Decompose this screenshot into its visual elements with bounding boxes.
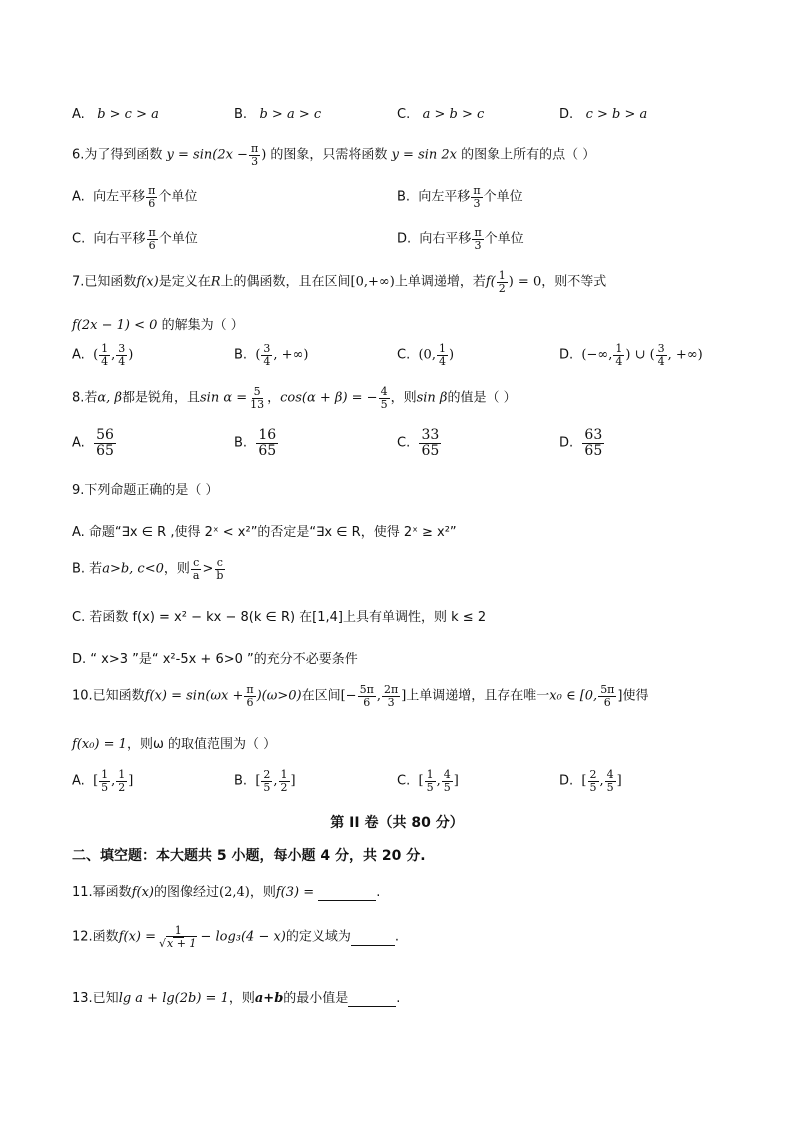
q7-option-a: A. ( $\frac{1}{4}$ , $\frac{3}{4}$ ) (72, 342, 134, 368)
q7-stem-line1: 7.已知函数f(x)是定义在R上的偶函数，且在区间[0,+∞)上单调递增，若f( $\frac{1}{2}$ ) = 0，则不等式 (72, 269, 607, 295)
q5-option-d: D. c > b > a (559, 107, 648, 122)
q7-stem-line2: f(2x − 1) < 0 的解集为（ ） (72, 318, 244, 333)
q6-stem: 6.为了得到函数 y = sin(2x − $\frac{\pi}{3}$ ) 的图象，只需将函数 y = sin 2x 的图象上所有的点（ ） (72, 142, 596, 168)
q6-fraction: $\frac{\pi}{3}$ (250, 142, 259, 168)
q10-option-d: D. [ $\frac{2}{5}$ , $\frac{4}{5}$ ] (559, 768, 622, 794)
q6-option-a: A. 向左平移 $\frac{\pi}{6}$ 个单位 (72, 184, 198, 210)
q10-stem-line2: f(x₀) = 1，则ω 的取值范围为（ ） (72, 737, 277, 752)
q8-stem: 8.若α, β都是锐角，且sin α = $\frac{5}{13}$ ，cos(α + β) = − $\frac{4}{5}$ ，则sin β的值是（ ） (72, 385, 517, 411)
q8-option-a: A. $\frac{56}{65}$ (72, 427, 114, 459)
q8-option-d: D. $\frac{63}{65}$ (559, 427, 603, 459)
q9-option-b: B. 若a>b, c<0，则 $\frac{c}{a}$ > $\frac{c}{b}$ (72, 556, 224, 582)
q9-stem: 9.下列命题正确的是（ ） (72, 483, 219, 498)
q8-option-c: C. $\frac{33}{65}$ (397, 427, 440, 459)
q12: 12.函数f(x) = $\frac{1}{√x + 1}$ − log₃(4 − x)的定义域为 . (72, 924, 400, 950)
q9-option-d: D. “ x>3 ”是“ x²-5x + 6>0 ”的充分不必要条件 (72, 652, 358, 667)
q6-option-c: C. 向右平移 $\frac{\pi}{6}$ 个单位 (72, 226, 198, 252)
q10-option-a: A. [ $\frac{1}{5}$ , $\frac{1}{2}$ ] (72, 768, 134, 794)
q11: 11.幂函数f(x)的图像经过(2,4)，则f(3) = . (72, 885, 381, 900)
q5-option-b: B. b > a > c (234, 107, 322, 122)
q13: 13.已知lg a + lg(2b) = 1，则a+b的最小值是 . (72, 991, 401, 1006)
q7-option-b: B. ( $\frac{3}{4}$ , +∞) (234, 342, 309, 368)
q10-option-b: B. [ $\frac{2}{5}$ , $\frac{1}{2}$ ] (234, 768, 296, 794)
q13-answer-blank (348, 991, 396, 1007)
q11-answer-blank (318, 885, 376, 901)
section-heading: 二、填空题：本大题共 5 小题，每小题 4 分，共 20 分. (72, 848, 426, 864)
q5-option-a: A. b > c > a (72, 107, 159, 122)
part2-title: 第 II 卷（共 80 分） (330, 815, 464, 831)
q9-option-a: A. 命题“∃x ∈ R ,使得 2ˣ < x²”的否定是“∃x ∈ R，使得 2ˣ ≥ x²” (72, 525, 457, 540)
q5-option-c: C. a > b > c (397, 107, 485, 122)
q10-option-c: C. [ $\frac{1}{5}$ , $\frac{4}{5}$ ] (397, 768, 459, 794)
q6-option-b: B. 向左平移 $\frac{\pi}{3}$ 个单位 (397, 184, 523, 210)
q7-option-d: D. (−∞, $\frac{1}{4}$ ) ∪ ( $\frac{3}{4}$ , +∞) (559, 342, 703, 368)
q7-option-c: C. (0, $\frac{1}{4}$ ) (397, 342, 455, 368)
q10-stem-line1: 10.已知函数f(x) = sin(ωx + $\frac{\pi}{6}$ )(ω>0)在区间[− $\frac{5\pi}{6}$ , $\frac{2\pi}{3}$ ]上单调递增，且存在唯一x₀ ∈ [0, $\frac{5\pi}{6}$ ]使得 (72, 683, 649, 709)
q8-option-b: B. $\frac{16}{65}$ (234, 427, 277, 459)
q12-answer-blank (351, 930, 395, 946)
q6-option-d: D. 向右平移 $\frac{\pi}{3}$ 个单位 (397, 226, 524, 252)
q9-option-c: C. 若函数 f(x) = x² − kx − 8(k ∈ R) 在[1,4]上具有单调性，则 k ≤ 2 (72, 610, 487, 625)
